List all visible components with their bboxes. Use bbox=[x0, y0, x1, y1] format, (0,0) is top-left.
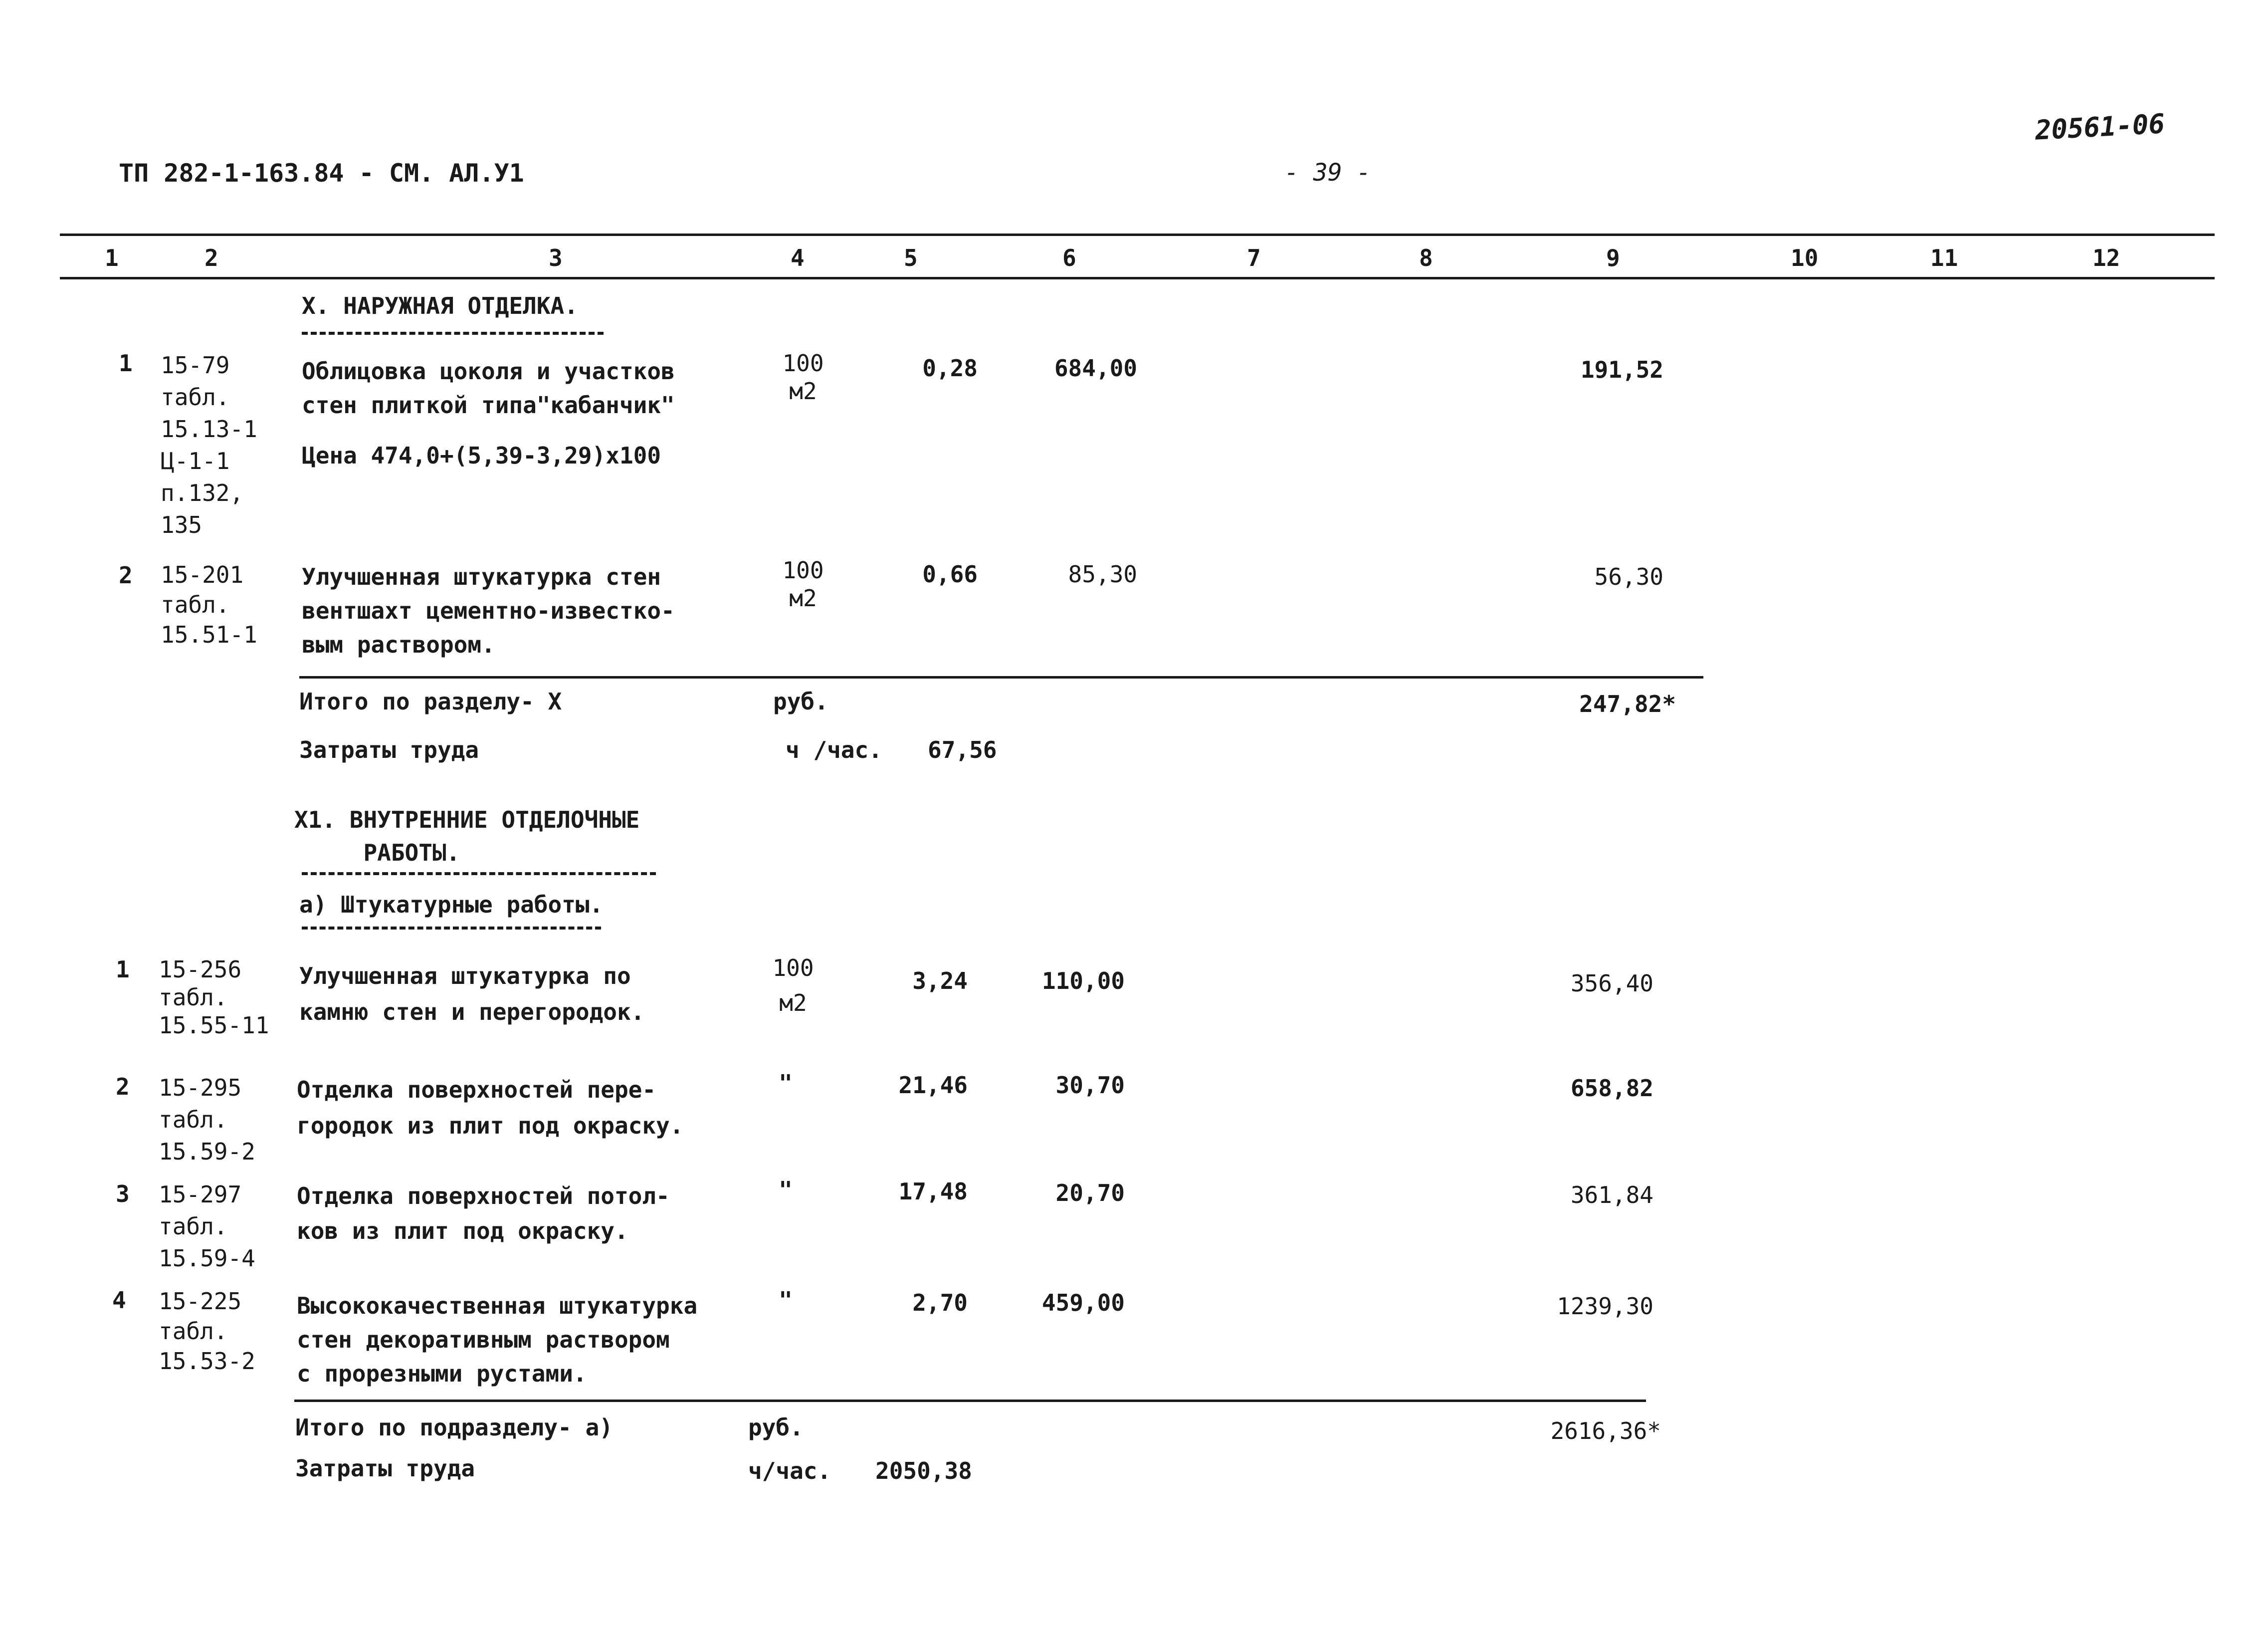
unit-price: 459,00 bbox=[1041, 1289, 1125, 1316]
subtotal-unit: руб. bbox=[748, 1414, 804, 1441]
subtotal-label: Итого по разделу- Х bbox=[299, 688, 562, 715]
labor-value: 2050,38 bbox=[875, 1457, 972, 1484]
subsection-title-underline bbox=[302, 927, 601, 930]
column-header: 7 bbox=[1247, 244, 1261, 271]
work-description: Улучшенная штукатурка стен вентшахт цементно-известко- вым раствором. bbox=[302, 563, 675, 658]
column-header: 10 bbox=[1791, 244, 1819, 271]
norm-code: 15-297 табл. 15.59-4 bbox=[159, 1181, 255, 1272]
norm-code: 15-295 табл. 15.59-2 bbox=[159, 1074, 255, 1165]
quantity: 3,24 bbox=[912, 967, 968, 994]
row-number: 1 bbox=[116, 956, 130, 983]
row-number: 3 bbox=[116, 1180, 130, 1207]
subtotal-label: Итого по подразделу- а) bbox=[295, 1414, 613, 1441]
column-header: 3 bbox=[549, 244, 563, 271]
unit-price: 684,00 bbox=[1054, 355, 1137, 382]
unit: 100 м2 bbox=[782, 350, 824, 405]
total-cost: 658,82 bbox=[1570, 1075, 1653, 1102]
work-description: Облицовка цоколя и участков стен плиткой типа"кабанчик" bbox=[302, 358, 675, 419]
unit: 100 м2 bbox=[772, 954, 814, 1016]
subtotal-rule bbox=[299, 676, 1703, 679]
labor-unit: ч /час. bbox=[786, 736, 882, 763]
document-code: ТП 282-1-163.84 - СМ. АЛ.У1 bbox=[119, 159, 524, 188]
total-cost: 191,52 bbox=[1580, 356, 1663, 383]
column-header: 6 bbox=[1062, 244, 1076, 271]
unit: " bbox=[779, 1176, 793, 1203]
unit: " bbox=[779, 1070, 793, 1097]
column-header: 8 bbox=[1419, 244, 1433, 271]
section-title: Х. НАРУЖНАЯ ОТДЕЛКА. bbox=[302, 292, 578, 319]
unit-price: 30,70 bbox=[1055, 1072, 1125, 1099]
header-bottom-rule bbox=[60, 277, 2215, 279]
column-header: 2 bbox=[205, 244, 218, 271]
subtotal-value: 2616,36* bbox=[1550, 1417, 1661, 1444]
quantity: 21,46 bbox=[898, 1072, 968, 1099]
subtotal-unit: руб. bbox=[773, 688, 828, 715]
unit-price: 85,30 bbox=[1068, 561, 1137, 588]
row-number: 2 bbox=[116, 1073, 130, 1100]
work-description: Высококачественная штукатурка стен декоративным раствором с прорезными рустами. bbox=[297, 1292, 698, 1387]
unit: 100 м2 bbox=[782, 557, 824, 612]
work-description: Отделка поверхностей пере- городок из плит под окраску. bbox=[297, 1076, 684, 1139]
column-header: 5 bbox=[904, 244, 918, 271]
labor-value: 67,56 bbox=[928, 736, 997, 763]
unit-price: 110,00 bbox=[1041, 967, 1125, 994]
inventory-number: 20561-06 bbox=[2034, 108, 2166, 146]
page-number: - 39 - bbox=[1284, 159, 1371, 187]
row-number: 1 bbox=[119, 350, 133, 377]
section-title-underline bbox=[302, 872, 656, 875]
row-number: 2 bbox=[119, 562, 133, 589]
column-header: 9 bbox=[1606, 244, 1620, 271]
total-cost: 356,40 bbox=[1570, 970, 1653, 997]
price-formula: Цена 474,0+(5,39-3,29)х100 bbox=[302, 442, 661, 469]
subsection-title: а) Штукатурные работы. bbox=[299, 891, 604, 918]
subtotal-rule bbox=[294, 1400, 1646, 1402]
work-description: Улучшенная штукатурка по камню стен и перегородок. bbox=[299, 962, 645, 1025]
quantity: 17,48 bbox=[898, 1178, 968, 1205]
subtotal-value: 247,82* bbox=[1579, 691, 1676, 717]
header-top-rule bbox=[60, 234, 2215, 236]
column-header: 11 bbox=[1930, 244, 1958, 271]
total-cost: 56,30 bbox=[1594, 563, 1663, 590]
unit-price: 20,70 bbox=[1055, 1179, 1125, 1206]
row-number: 4 bbox=[112, 1287, 126, 1314]
norm-code: 15-79 табл. 15.13-1 Ц-1-1 п.132, 135 bbox=[161, 352, 257, 538]
work-description: Отделка поверхностей потол- ков из плит под окраску. bbox=[297, 1182, 670, 1244]
unit: " bbox=[779, 1287, 793, 1314]
labor-label: Затраты труда bbox=[295, 1455, 475, 1482]
total-cost: 1239,30 bbox=[1557, 1293, 1653, 1320]
norm-code: 15-201 табл. 15.51-1 bbox=[161, 561, 257, 648]
quantity: 0,66 bbox=[922, 561, 978, 588]
column-header: 12 bbox=[2092, 244, 2120, 271]
total-cost: 361,84 bbox=[1570, 1181, 1653, 1208]
quantity: 0,28 bbox=[922, 355, 978, 382]
section-title: Х1. ВНУТРЕННИЕ ОТДЕЛОЧНЫЕ РАБОТЫ. bbox=[294, 806, 640, 866]
column-header: 1 bbox=[105, 244, 119, 271]
norm-code: 15-225 табл. 15.53-2 bbox=[159, 1288, 255, 1375]
section-title-underline bbox=[302, 332, 604, 335]
quantity: 2,70 bbox=[912, 1289, 968, 1316]
labor-unit: ч/час. bbox=[748, 1457, 831, 1484]
norm-code: 15-256 табл. 15.55-11 bbox=[159, 956, 269, 1039]
column-header: 4 bbox=[791, 244, 805, 271]
labor-label: Затраты труда bbox=[299, 736, 479, 763]
